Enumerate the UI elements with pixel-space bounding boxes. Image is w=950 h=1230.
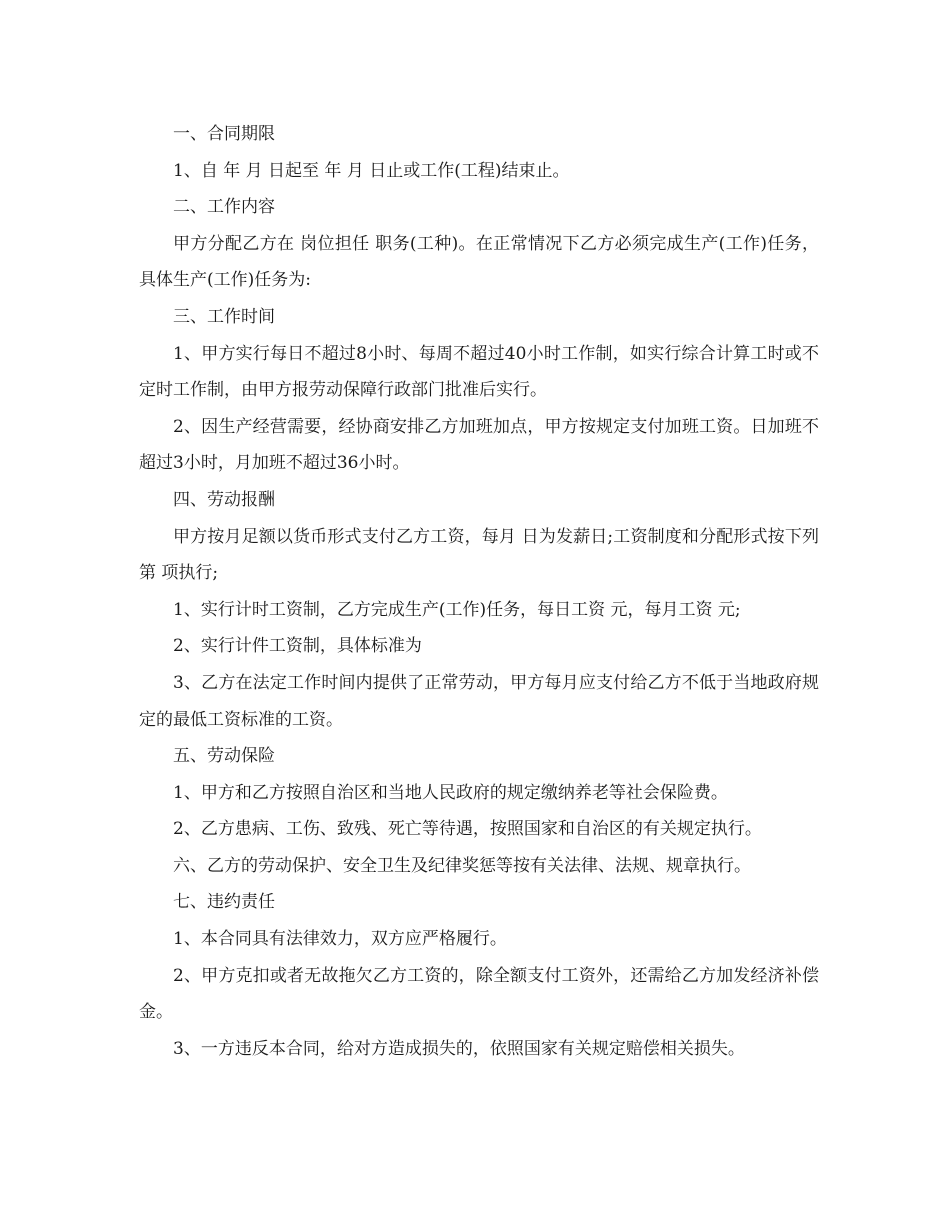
clause-paragraph: 1、甲方和乙方按照自治区和当地人民政府的规定缴纳养老等社会保险费。 <box>173 782 728 803</box>
section-heading: 一、合同期限 <box>173 124 275 144</box>
clause-paragraph: 1、实行计时工资制，乙方完成生产(工作)任务，每日工资 元，每月工资 元; <box>173 599 741 620</box>
clause-paragraph: 甲方按月足额以货币形式支付乙方工资，每月 日为发薪日;工资制度和分配形式按下列第 项执行; <box>139 526 819 584</box>
section-heading: 五、劳动保险 <box>173 746 275 767</box>
clause-paragraph: 2、乙方患病、工伤、致残、死亡等待遇，按照国家和自治区的有关规定执行。 <box>173 819 762 840</box>
clause-paragraph: 3、一方违反本合同，给对方造成损失的，依照国家有关规定赔偿相关损失。 <box>173 1038 745 1059</box>
clause-paragraph: 1、自 年 月 日起至 年 月 日止或工作(工程)结束止。 <box>173 160 570 181</box>
clause-paragraph: 2、甲方克扣或者无故拖欠乙方工资的，除全额支付工资外，还需给乙方加发经济补偿金。 <box>139 965 819 1023</box>
clause-paragraph: 3、乙方在法定工作时间内提供了正常劳动，甲方每月应支付给乙方不低于当地政府规定的最低工资标准的工资。 <box>139 672 819 730</box>
clause-paragraph: 1、本合同具有法律效力，双方应严格履行。 <box>173 929 507 950</box>
section-heading: 七、违约责任 <box>173 892 275 913</box>
clause-paragraph: 2、实行计件工资制，具体标准为 <box>173 636 422 657</box>
section-heading: 三、工作时间 <box>173 306 275 327</box>
document-body <box>139 116 819 1067</box>
clause-paragraph: 甲方分配乙方在 岗位担任 职务(工种)。在正常情况下乙方必须完成生产(工作)任务，具体生产(工作)任务为: <box>139 233 819 291</box>
clause-paragraph: 1、甲方实行每日不超过8小时、每周不超过40小时工作制，如实行综合计算工时或不定时工作制，由甲方报劳动保障行政部门批准后实行。 <box>139 343 819 401</box>
clause-paragraph: 2、因生产经营需要，经协商安排乙方加班加点，甲方按规定支付加班工资。日加班不超过3小时，月加班不超过36小时。 <box>139 416 819 474</box>
clause-paragraph: 六、乙方的劳动保护、安全卫生及纪律奖惩等按有关法律、法规、规章执行。 <box>173 855 751 876</box>
section-heading: 二、工作内容 <box>173 197 275 218</box>
section-heading: 四、劳动报酬 <box>173 489 275 510</box>
